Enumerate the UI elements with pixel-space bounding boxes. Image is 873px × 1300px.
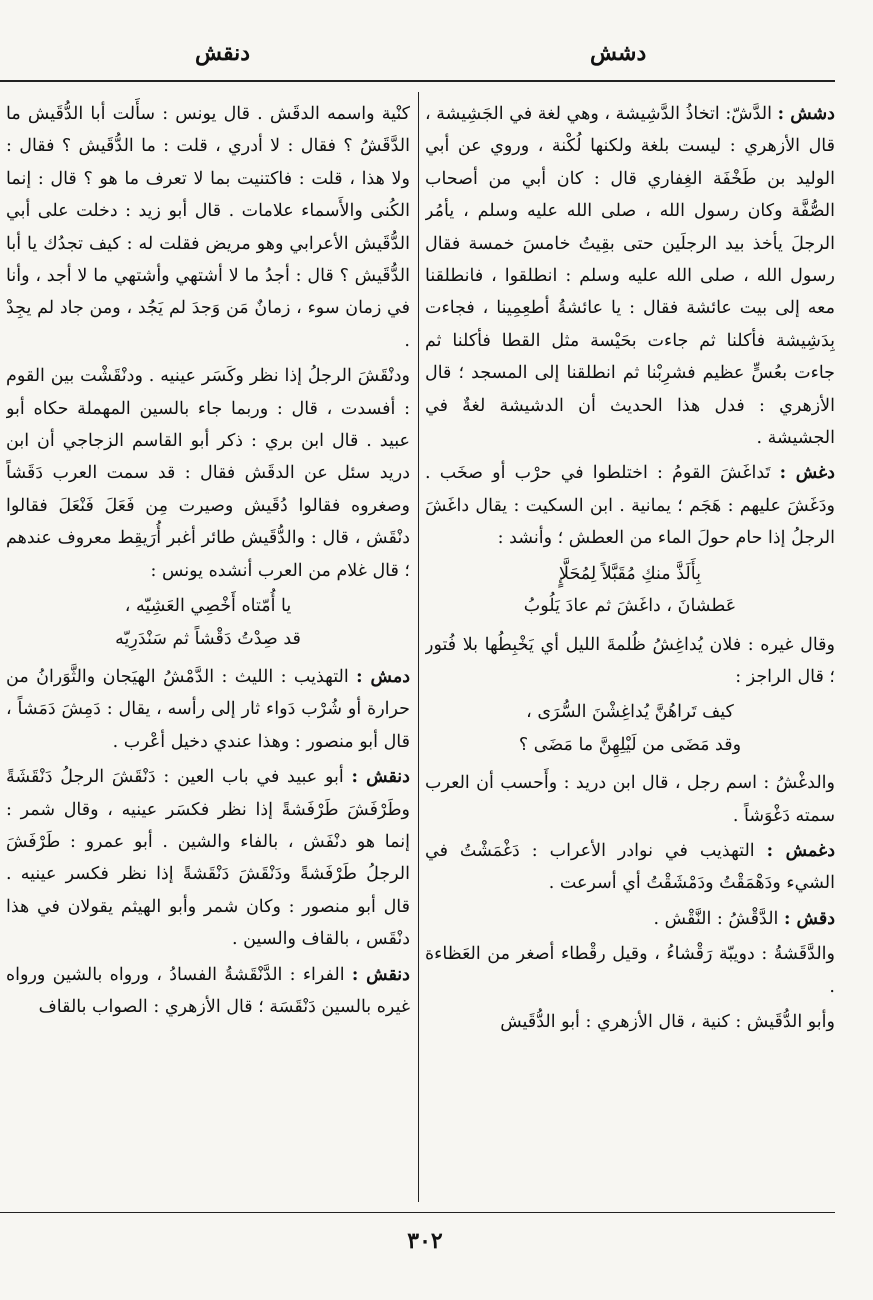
- verse: [6, 590, 410, 655]
- entry-text: الفراء : الدَّنْقَشةُ الفسادُ ، ورواه بالشين ورواه غيره بالسين دَنْقَسَة ؛ قال الأزهري : الصواب بالقاف: [6, 964, 410, 1017]
- column-divider: [418, 92, 419, 1202]
- entry-continuation: وقال غيره : فلان يُداغِشُ ظُلمةَ الليل أي يَخْبِطُها بلا فُتور ؛ قال الراجز :: [425, 634, 835, 687]
- verse-line: بِأَلَذَّ منكِ مُقَبَّلاً لِمُحَلَّإٍ: [559, 563, 701, 584]
- entry-continuation: وأبو الدُّقَيش : كنية ، قال الأزهري : أبو الدُّقَيش: [500, 1011, 835, 1032]
- entry-danqash: [6, 761, 410, 955]
- headword: دنقش :: [351, 767, 410, 788]
- header-rule: [0, 80, 835, 82]
- verse-line: كيف تَراهُنَّ يُداغِشْنَ السُّرَى ،: [526, 702, 734, 723]
- entry-dashsh: [425, 98, 835, 454]
- page-number: ٣٠٢: [407, 1228, 443, 1254]
- entry-text: التهذيب في نوادر الأعراب : دَغْمَشْتُ في الشيء ودَهْمَقْتُ ودَمْشَقْتُ أي أسرعت .: [425, 840, 835, 894]
- right-column: [425, 98, 835, 1206]
- verse-line: عَطشانَ ، داغَشَ ثم عادَ يَلُوبُ: [523, 596, 737, 617]
- entry-daghmash: [425, 835, 835, 900]
- entry-damsh: [6, 661, 410, 758]
- entry-continuation: والدَّقَشةُ : دويبّة رَقْشاءُ ، وقيل رقْطاء أصغر من العَظاءة .: [425, 944, 835, 997]
- left-column: [6, 98, 410, 1206]
- verse: [425, 696, 835, 761]
- entry-text: تَداغَشَ القومُ : اختلطوا في حرْب أو صخَب . ودَغَشَ عليهم : هَجَم ؛ يمانية . ابن السكيت : يقال داغَشَ الرجلُ إذا حام حولَ الماء من العطش ؛ وأنشد :: [425, 463, 835, 549]
- entry-text: أبو عبيد في باب العين : دَنْقَشَ الرجلُ دَنْقَشَةً وطَرْفَشَ طَرْفَشةً إذا نظر فكسَر عينيه ، وقال شمر : إنما هو دنْفَش ، بالفاء والشين . أبو عمرو : طَرْفَشَ الرجلُ طَرْفَشةً ودَنْقَشَ دَنْقَشةً إذا نظر فكسر عينيه . قال أبو منصور : وكان شمر وأبو الهيثم يقولان في هذا دنْقَس ، بالقاف والسين .: [6, 767, 410, 950]
- headword: دقش :: [783, 908, 835, 929]
- verse: [425, 558, 835, 623]
- entry-text: الدَّشّ: اتخاذُ الدَّشِيشة ، وهي لغة في الجَشِيشة ، قال الأزهري : ليست بلغة ولكنها لُكْنة ، وروي عن أبي الوليد بن طَخْفَة الغِفاري قال : كان أبي من أصحاب الصُّفَّة وكان رسول الله ، صلى الله عليه وسلم ، يأمُر الرجلَ يأخذ بيد الرجلَين حتى بقِيتُ خامسَ خمسة فقال رسول الله ، صلى الله عليه وسلم : انطلقوا ، فانطلقنا معه إلى بيت عائشة فقال : يا عائشةُ أطعِمِينا ، فجاءت بِدَشِيشة فأكلنا ثم جاءت بحَيْسة مثل القطا فأكلنا ثم جاءت بعُسٍّ عظيم فشرِبْنا ثم انطلقنا إلى المسجد ؛ قال الأزهري : فدل هذا الحديث أن الدشيشة لغةٌ في الجشيشة .: [425, 104, 835, 449]
- running-header-left: دنقش: [195, 40, 251, 66]
- verse-line: وقد مَضَى من لَيْلِهِنَّ ما مَضَى ؟: [518, 734, 742, 755]
- entry-danqash-2: [6, 959, 410, 1024]
- entry-continuation: كنْية واسمه الدقَش . قال يونس : سأَلت أبا الدُّقَيش ما الدَّقَشُ ؟ فقال : لا أدري ، قلت : ما الدُّقَيش ؟ فقال : ولا هذا ، قلت : فاكتنيت بما لا تعرف ما هو ؟ قال : إنما الكُنى والأَسماء علامات . قال أبو زيد : دخلت على أبي الدُّقَيش الأعرابي وهو مريض فقلت له : كيف تجدُك يا أبا الدُّقَيش ؟ قال : أجدُ ما لا أشتهي وأشتهي ما لا أجد ، وأنا في زمان سوء ، زمانٌ مَن وَجدَ لم يَجُد ، ومن جاد لم يجِدْ .: [6, 104, 410, 351]
- headword: دغمش :: [766, 840, 835, 861]
- headword: دنقش :: [351, 964, 410, 985]
- headword: دشش :: [777, 104, 835, 124]
- entry-continuation: والدغْشُ : اسم رجل ، قال ابن دريد : وأَحسب أن العرب سمته دَغْوَشاً .: [425, 773, 835, 826]
- entry-daghsh: [425, 457, 835, 554]
- verse-line: قد صِدْتُ دَقْشاً ثم سَنْدَرِيّه: [115, 628, 301, 649]
- entry-continuation: ودنْقَشَ الرجلُ إذا نظر وكَسَر عينيه . ودنْقَشْت بين القوم : أفسدت ، قال : وربما جاء بالسين المهملة حكاه أبو عبيد . قال ابن بري : ذكر أبو القاسم الزجاجي أن ابن دريد سئل عن الدقَش فقال : قد سمت العرب دَقَشاً وصغروه فقالوا دُقَيش وصيرت مِن فَعَلَ فَنْعَلَ فقالوا دنْقَش ، قال : والدُّقَيش طائر أغبر أُرَيقِط معروف عندهم ؛ قال غلام من العرب أنشده يونس :: [6, 366, 410, 581]
- entry-text: التهذيب : الليث : الدَّمْشُ الهيَجان والثَّوَرانُ من حرارة أو شُرْب دَواء ثار إلى رأسه ، يقال : دَمِشَ دَمَشاً ، قال أبو منصور : وهذا عندي دخيل أعْرب .: [6, 666, 410, 752]
- headword: دمش :: [356, 666, 410, 687]
- running-header-right: دشش: [590, 40, 647, 66]
- entry-daqsh: [425, 903, 835, 935]
- verse-line: يا أُمّتاه أَخْصِي العَشِيّه ،: [124, 596, 292, 617]
- entry-text: الدَّقْشُ : النَّقْش .: [653, 908, 779, 929]
- headword: دغش :: [779, 463, 835, 484]
- footer-rule: [0, 1212, 835, 1213]
